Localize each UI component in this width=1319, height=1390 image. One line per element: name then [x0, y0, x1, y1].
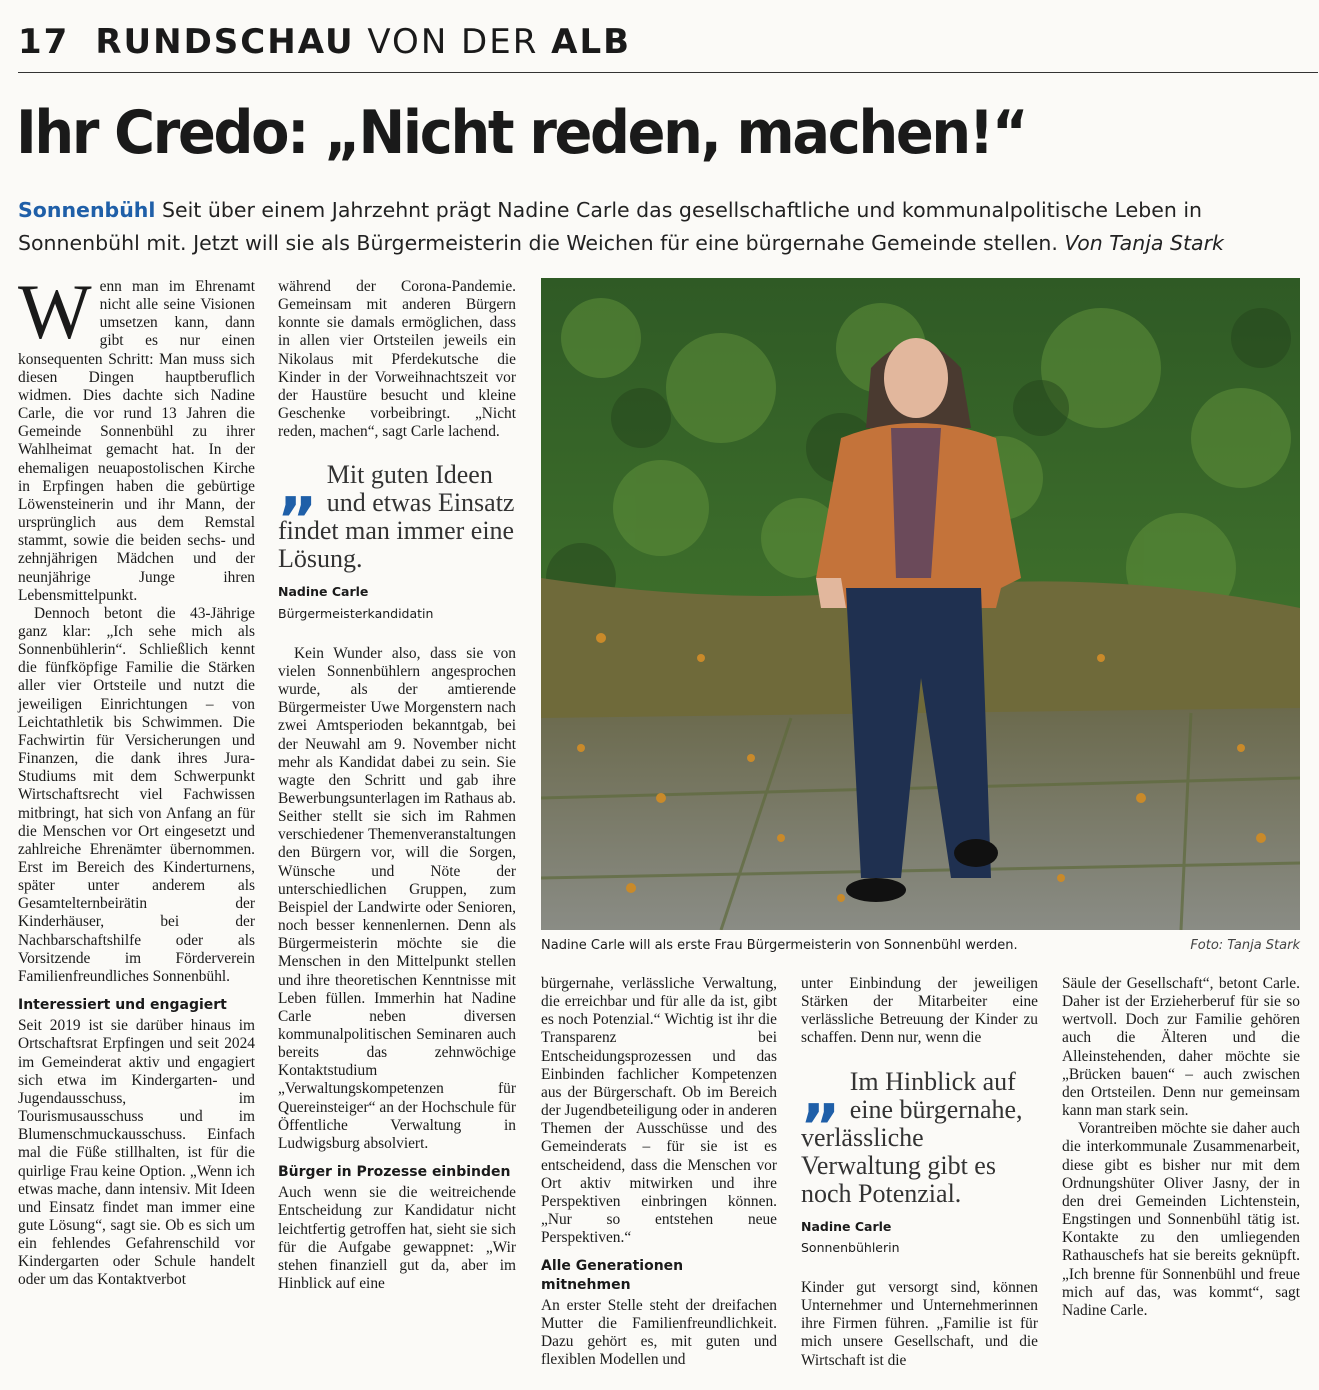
quote-author-role: Bürgermeisterkandidatin — [278, 605, 434, 621]
photo-credit: Foto: Tanja Stark — [1190, 938, 1300, 953]
headline: Ihr Credo: „Nicht reden, machen!“ — [16, 98, 1027, 168]
paragraph: Seit 2019 ist sie darüber hinaus im Ortschaftsrat Erpfingen und seit 2024 im Gemeinderat aktiv und engagiert sich etwa im Kindergarten- und Jugendausschuss, im Tourismusausschuss und im Blumenschmuckausschuss. Einfach mal die Füße stillhalten, ist für die quirlige Frau keine Option. „Wenn ich etwas mache, dann intensiv. Mit Ideen und Einsatz findet man immer eine gute Lösung“, sagt sie. Ob es sich um ein fehlendes Gefahrenschild vor Kindergarten oder Schule handelt oder um das Kontaktverbot — [18, 1017, 255, 1289]
paragraph: Kinder gut versorgt sind, können Unternehmer und Unternehmerinnen ihre Firmen führen. „Familie ist für mich unsere Gesellschaft, und die Wirtschaft ist die — [801, 1278, 1038, 1369]
article-column-1 — [18, 268, 255, 1290]
lead-author: Von Tanja Stark — [1064, 231, 1224, 255]
paragraph: bürgernahe, verlässliche Verwaltung, die erreichbar und für alle da ist, gibt es noch Potenzial.“ Wichtig ist ihr die Transparenz bei Entscheidungsprozessen und das Einbinden fachlicher Kompetenzen aus der Bürgerschaft. Ob im Bereich der Jugendbeteiligung oder in anderen Themen der Ausschüsse und des Gemeinderats – für sie ist es entscheidend, dass die Menschen vor Ort aktiv mitwirken und ihre Perspektiven einbringen können. „Nur so entstehen neue Perspektiven.“ — [541, 975, 777, 1247]
quote-author: Nadine Carle — [278, 584, 369, 600]
photo-caption-row — [541, 938, 1300, 953]
lead-text: Seit über einem Jahrzehnt prägt Nadine Carle das gesellschaftliche und kommunalpolitische Leben in Sonnenbühl mit. Jetzt will sie als Bürgermeisterin die Weichen für eine bürgernahe Gemeinde stellen. — [18, 198, 1203, 255]
quote-author: Nadine Carle — [801, 1218, 892, 1234]
page-number: 17 — [18, 22, 70, 62]
paragraph: Vorantreiben möchte sie daher auch die interkommunale Zusammenarbeit, diese gibt es bisher nur mit dem Ordnungshüter Oliver Jasny, der in den drei Gemeinden Lichtenstein, Engstingen und Sonnenbühl tätig ist. Kontakte zu den umliegenden Rathauschefs hat sie bereits geknüpft. „Ich brenne für Sonnenbühl und freue mich auf das, was kommt“, sagt Nadine Carle. — [1062, 1120, 1300, 1319]
photo-caption: Nadine Carle will als erste Frau Bürgermeisterin von Sonnenbühl werden. — [541, 938, 1018, 953]
quote-text: Im Hinblick auf eine bürgernahe, verlässliche Verwaltung gibt es noch Potenzial. — [801, 1066, 1023, 1208]
paragraph: Auch wenn sie die weitreichende Entscheidung zur Kandidatur nicht leichtfertig getroffen hat, sieht sie sich für die Aufgabe gewappnet: „Wir stehen finanziell gut da, aber im Hinblick auf eine — [278, 1184, 516, 1293]
quote-mark-icon: „ — [278, 450, 319, 524]
subheading: Interessiert und engagiert — [18, 997, 227, 1014]
paragraph-text: enn man im Ehrenamt nicht alle seine Visionen umsetzen kann, dann gibt es nur einen konsequenten Schritt: Man muss sich diesen Dingen hauptberuflich widmen. Dies dachte sich Nadine Carle, die vor rund 13 Jahren die Gemeinde Sonnenbühl zu ihrer Wahlheimat gemacht hat. In der ehemaligen neuapostolischen Kirche in Erpfingen haben die gebürtige Löwensteinerin und ihr Mann, der ursprünglich aus dem Remstal stammt, sowie die beiden sechs- und zehnjährigen Mädchen und der neunjährige Junge ihren Lebensmittelpunkt. — [18, 278, 255, 604]
page-header — [18, 22, 1318, 73]
quote-mark-icon: „ — [801, 1056, 842, 1130]
section-word-alb: ALB — [551, 22, 632, 62]
paragraph: unter Einbindung der jeweiligen Stärken der Mitarbeiter eine verlässliche Betreuung der Kinder zu schaffen. Denn nur, wenn die — [801, 975, 1038, 1047]
lead-place: Sonnenbühl — [18, 198, 156, 222]
paragraph: Säule der Gesellschaft“, betont Carle. Daher ist der Erzieherberuf für sie so wertvoll. Doch zur Familie gehören auch die Älteren und die Alleinstehenden, daher möchte sie „Brücken bauen“ – auch zwischen den Ortsteilen. Denn nur gemeinsam kann man stark sein. — [1062, 975, 1300, 1120]
photo-illustration — [541, 278, 1300, 930]
quote-text: Mit guten Ideen und etwas Einsatz findet man immer eine Lösung. — [278, 460, 515, 574]
pull-quote — [801, 1056, 1038, 1257]
section-word-vonder: VON DER — [367, 22, 539, 62]
section-word-rundschau: RUNDSCHAU — [95, 22, 355, 62]
quote-author-role: Sonnenbühlerin — [801, 1239, 900, 1255]
paragraph: Kein Wunder also, dass sie von vielen Sonnenbühlern angesprochen wurde, als der amtierende Bürgermeister Uwe Morgenstern nach zwei Amtsperioden bekanntgab, bei der Neuwahl am 9. November nicht mehr als Kandidat dabei zu sein. Sie wagte den Schritt und gab ihre Bewerbungsunterlagen im Rathaus ab. Seither stellt sie sich im Rahmen verschiedener Themenveranstaltungen den Bürgern vor, will die Sorgen, Wünsche und Nöte der unterschiedlichen Gruppen, zum Beispiel der Landwirte oder Senioren, noch besser kennenlernen. Denn als Bürgermeisterin möchte sie die Menschen in den Mittelpunkt stellen und ihre theoretischen Kenntnisse mit Leben füllen. Immerhin hat Nadine Carle neben diversen kommunalpolitischen Seminaren auch bereits das zehnwöchige Kontaktstudium „Verwaltungskompetenzen für Quereinsteiger“ an der Hochschule für Öffentliche Verwaltung in Ludwigsburg absolviert. — [278, 644, 516, 1152]
article-column-5 — [1062, 975, 1300, 1320]
article-column-3 — [541, 975, 777, 1369]
lead-paragraph — [18, 194, 1308, 260]
dropcap: W — [18, 268, 92, 355]
subheading: Alle Generationen mitnehmen — [541, 1258, 684, 1293]
pull-quote — [278, 450, 516, 622]
paragraph: Dennoch betont die 43-Jährige ganz klar: „Ich sehe mich als Sonnenbühlerin“. Schließlich kennt die fünfköpfige Familie die Stärken aller vier Ortsteile und nutzt die jeweiligen Einrichtungen – von Leichtathletik bis Schwimmen. Die Fachwirtin für Versicherungen und Finanzen, die dank ihres Jura-Studiums mit dem Schwerpunkt Wirtschaftsrecht viel Fachwissen mitbringt, hat sich von Anfang an für die Menschen vor Ort eingesetzt und zahlreiche Ehrenämter übernommen. Erst im Bereich des Kinderturnens, später unter anderem als Gesamtelternbeirätin der Kinderhäuser, bei der Nachbarschaftshilfe oder als Vorsitzende im Förderverein Familienfreundliches Sonnenbühl. — [18, 604, 255, 985]
article-column-2 — [278, 278, 516, 1293]
paragraph: An erster Stelle steht der dreifachen Mutter die Familienfreundlichkeit. Dazu gehört es, mit guten und flexiblen Modellen und — [541, 1296, 777, 1369]
subheading: Bürger in Prozesse einbinden — [278, 1164, 511, 1181]
article-column-4 — [801, 975, 1038, 1370]
article-photo — [541, 278, 1300, 930]
paragraph: während der Corona-Pandemie. Gemeinsam mit anderen Bürgern konnte sie damals ermöglichen, dass in allen vier Ortsteilen jeweils ein Nikolaus mit Pferdekutsche die Kinder in der Vorweihnachtszeit vor der Haustüre besucht und kleine Geschenke vorbeibringt. „Nicht reden, machen“, sagt Carle lachend. — [278, 278, 516, 441]
paragraph — [18, 268, 255, 605]
